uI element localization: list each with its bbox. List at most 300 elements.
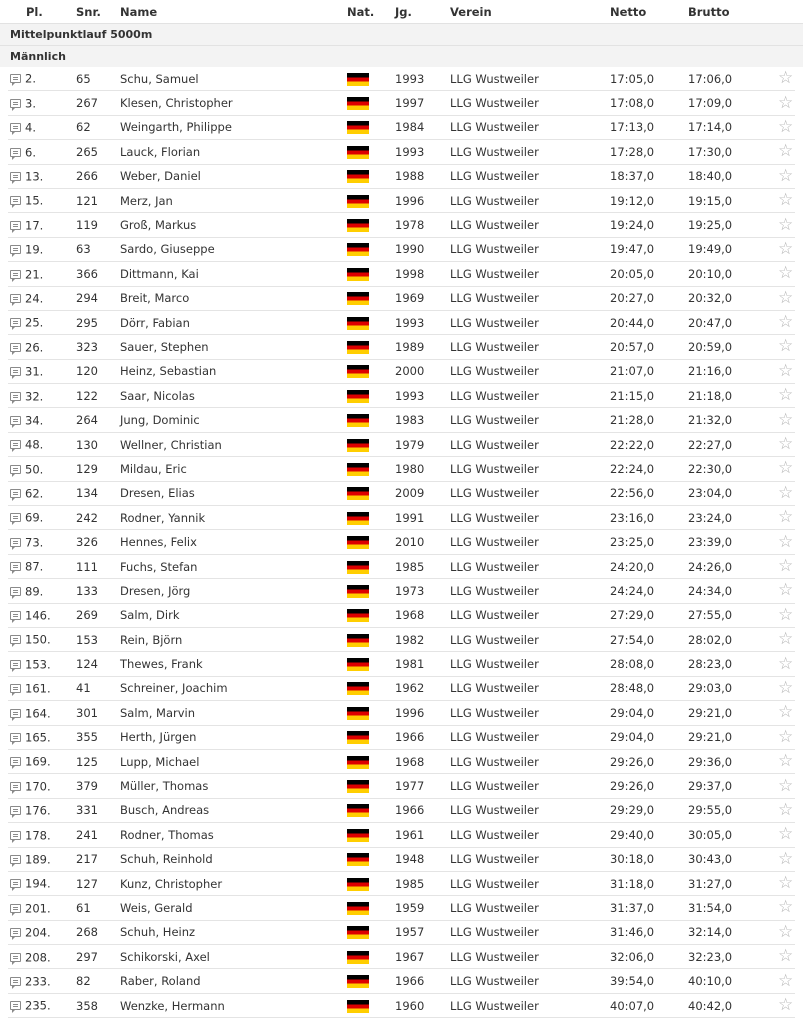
table-row[interactable] xyxy=(8,238,795,262)
athlete-name[interactable]: Lupp, Michael xyxy=(120,754,200,769)
star-icon[interactable]: ☆ xyxy=(778,385,794,406)
comment-icon[interactable] xyxy=(10,538,21,547)
place-cell xyxy=(10,364,43,379)
net-time: 31:46,0 xyxy=(610,925,655,940)
header-start-number[interactable]: Snr. xyxy=(76,4,101,19)
birth-year: 1960 xyxy=(395,998,425,1013)
nationality-cell xyxy=(347,999,369,1013)
birth-year: 1993 xyxy=(395,71,425,86)
star-icon[interactable]: ☆ xyxy=(778,92,794,113)
table-row[interactable] xyxy=(8,652,795,676)
birth-year: 1966 xyxy=(395,974,425,989)
germany-flag-icon xyxy=(347,878,369,891)
athlete-name[interactable]: Weingarth, Philippe xyxy=(120,120,232,135)
table-row[interactable] xyxy=(8,701,795,725)
start-number: 294 xyxy=(76,291,98,306)
nationality-cell xyxy=(347,291,369,305)
nationality-cell xyxy=(347,511,369,525)
place-cell xyxy=(10,998,51,1013)
table-row[interactable] xyxy=(8,140,795,164)
birth-year: 1985 xyxy=(395,876,425,891)
club-name: LLG Wustweiler xyxy=(450,71,539,86)
nationality-cell xyxy=(347,438,369,452)
start-number: 269 xyxy=(76,608,98,623)
table-row[interactable] xyxy=(8,91,795,115)
club-name: LLG Wustweiler xyxy=(450,754,539,769)
germany-flag-icon xyxy=(347,146,369,159)
germany-flag-icon xyxy=(347,829,369,842)
athlete-name[interactable]: Salm, Marvin xyxy=(120,705,196,720)
germany-flag-icon xyxy=(347,463,369,476)
athlete-name[interactable]: Schikorski, Axel xyxy=(120,949,210,964)
net-time: 20:57,0 xyxy=(610,339,655,354)
comment-icon[interactable] xyxy=(10,465,21,474)
comment-icon[interactable] xyxy=(10,684,21,693)
place-cell xyxy=(10,852,51,867)
athlete-name[interactable]: Jung, Dominic xyxy=(120,413,200,428)
comment-icon[interactable] xyxy=(10,587,21,596)
net-time: 29:40,0 xyxy=(610,827,655,842)
start-number: 120 xyxy=(76,364,98,379)
athlete-name[interactable]: Weis, Gerald xyxy=(120,900,193,915)
start-number: 41 xyxy=(76,681,91,696)
comment-icon[interactable] xyxy=(10,1001,21,1010)
athlete-name[interactable]: Herth, Jürgen xyxy=(120,730,197,745)
comment-icon[interactable] xyxy=(10,855,21,864)
birth-year: 1993 xyxy=(395,388,425,403)
athlete-name[interactable]: Heinz, Sebastian xyxy=(120,364,217,379)
table-row[interactable] xyxy=(8,774,795,798)
place-value: 26. xyxy=(25,340,44,355)
club-name: LLG Wustweiler xyxy=(450,144,539,159)
nationality-cell xyxy=(347,852,369,866)
comment-icon[interactable] xyxy=(10,99,21,108)
header-place[interactable]: Pl. xyxy=(26,4,43,19)
header-net-time[interactable]: Netto xyxy=(610,4,647,19)
star-icon[interactable]: ☆ xyxy=(778,531,794,552)
place-cell xyxy=(10,315,43,330)
athlete-name[interactable]: Dörr, Fabian xyxy=(120,315,190,330)
table-row[interactable] xyxy=(8,457,795,481)
start-number: 62 xyxy=(76,120,91,135)
comment-icon[interactable] xyxy=(10,440,21,449)
gross-time: 32:14,0 xyxy=(688,925,733,940)
comment-icon[interactable] xyxy=(10,294,21,303)
birth-year: 2000 xyxy=(395,364,425,379)
nationality-cell xyxy=(347,145,369,159)
comment-icon[interactable] xyxy=(10,74,21,83)
table-row[interactable] xyxy=(8,189,795,213)
table-row[interactable] xyxy=(8,872,795,896)
athlete-name[interactable]: Groß, Markus xyxy=(120,218,197,233)
athlete-name[interactable]: Wellner, Christian xyxy=(120,437,222,452)
athlete-name[interactable]: Schuh, Reinhold xyxy=(120,852,213,867)
gross-time: 20:32,0 xyxy=(688,291,733,306)
place-value: 170. xyxy=(25,779,51,794)
club-name: LLG Wustweiler xyxy=(450,998,539,1013)
star-icon[interactable]: ☆ xyxy=(778,507,794,528)
athlete-name[interactable]: Thewes, Frank xyxy=(120,657,203,672)
star-icon[interactable]: ☆ xyxy=(778,824,794,845)
gross-time: 29:21,0 xyxy=(688,705,733,720)
nationality-cell xyxy=(347,316,369,330)
table-row[interactable] xyxy=(8,213,795,237)
comment-icon[interactable] xyxy=(10,611,21,620)
star-icon[interactable]: ☆ xyxy=(778,238,794,259)
net-time: 17:13,0 xyxy=(610,120,655,135)
table-row[interactable] xyxy=(8,360,795,384)
gross-time: 21:18,0 xyxy=(688,388,733,403)
star-icon[interactable]: ☆ xyxy=(778,799,794,820)
athlete-name[interactable]: Wenzke, Hermann xyxy=(120,998,225,1013)
star-icon[interactable]: ☆ xyxy=(778,482,794,503)
germany-flag-icon xyxy=(347,536,369,549)
start-number: 331 xyxy=(76,803,98,818)
star-icon[interactable]: ☆ xyxy=(778,848,794,869)
place-cell xyxy=(10,584,43,599)
star-icon[interactable]: ☆ xyxy=(778,68,794,89)
group-title: Männlich xyxy=(0,45,803,67)
comment-icon[interactable] xyxy=(10,757,21,766)
table-row[interactable] xyxy=(8,311,795,335)
start-number: 265 xyxy=(76,144,98,159)
comment-icon[interactable] xyxy=(10,831,21,840)
place-value: 15. xyxy=(25,193,44,208)
comment-icon[interactable] xyxy=(10,733,21,742)
place-value: 48. xyxy=(25,437,44,452)
club-name: LLG Wustweiler xyxy=(450,949,539,964)
star-icon[interactable]: ☆ xyxy=(778,702,794,723)
comment-icon[interactable] xyxy=(10,977,21,986)
gross-time: 29:55,0 xyxy=(688,803,733,818)
table-row[interactable] xyxy=(8,726,795,750)
comment-icon[interactable] xyxy=(10,318,21,327)
gross-time: 20:59,0 xyxy=(688,339,733,354)
star-icon[interactable]: ☆ xyxy=(778,214,794,235)
germany-flag-icon xyxy=(347,756,369,769)
athlete-name[interactable]: Schu, Samuel xyxy=(120,71,199,86)
table-row[interactable] xyxy=(8,896,795,920)
table-row[interactable] xyxy=(8,408,795,432)
table-row[interactable] xyxy=(8,165,795,189)
place-cell xyxy=(10,535,43,550)
place-cell xyxy=(10,145,36,160)
athlete-name[interactable]: Busch, Andreas xyxy=(120,803,210,818)
star-icon[interactable]: ☆ xyxy=(778,775,794,796)
club-name: LLG Wustweiler xyxy=(450,169,539,184)
place-cell xyxy=(10,486,43,501)
germany-flag-icon xyxy=(347,243,369,256)
table-row[interactable] xyxy=(8,530,795,554)
star-icon[interactable]: ☆ xyxy=(778,653,794,674)
germany-flag-icon xyxy=(347,804,369,817)
comment-icon[interactable] xyxy=(10,148,21,157)
germany-flag-icon xyxy=(347,121,369,134)
club-name: LLG Wustweiler xyxy=(450,681,539,696)
athlete-name[interactable]: Klesen, Christopher xyxy=(120,96,233,111)
comment-icon[interactable] xyxy=(10,806,21,815)
athlete-name[interactable]: Raber, Roland xyxy=(120,974,201,989)
nationality-cell xyxy=(347,681,369,695)
birth-year: 1980 xyxy=(395,461,425,476)
table-row[interactable] xyxy=(8,677,795,701)
star-icon[interactable]: ☆ xyxy=(778,165,794,186)
comment-icon[interactable] xyxy=(10,343,21,352)
place-value: 3. xyxy=(25,96,36,111)
comment-icon[interactable] xyxy=(10,123,21,132)
star-icon[interactable]: ☆ xyxy=(778,629,794,650)
star-icon[interactable]: ☆ xyxy=(778,677,794,698)
table-row[interactable] xyxy=(8,262,795,286)
header-birth-year[interactable]: Jg. xyxy=(395,4,412,19)
gross-time: 40:42,0 xyxy=(688,998,733,1013)
germany-flag-icon xyxy=(347,365,369,378)
place-cell xyxy=(10,925,51,940)
athlete-name[interactable]: Merz, Jan xyxy=(120,193,173,208)
star-icon[interactable]: ☆ xyxy=(778,970,794,991)
table-row[interactable] xyxy=(8,799,795,823)
star-icon[interactable]: ☆ xyxy=(778,873,794,894)
star-icon[interactable]: ☆ xyxy=(778,360,794,381)
gross-time: 40:10,0 xyxy=(688,974,733,989)
star-icon[interactable]: ☆ xyxy=(778,458,794,479)
athlete-name[interactable]: Schreiner, Joachim xyxy=(120,681,228,696)
germany-flag-icon xyxy=(347,731,369,744)
comment-icon[interactable] xyxy=(10,367,21,376)
star-icon[interactable]: ☆ xyxy=(778,921,794,942)
germany-flag-icon xyxy=(347,634,369,647)
birth-year: 1993 xyxy=(395,315,425,330)
net-time: 39:54,0 xyxy=(610,974,655,989)
athlete-name[interactable]: Saar, Nicolas xyxy=(120,388,195,403)
athlete-name[interactable]: Schuh, Heinz xyxy=(120,925,196,940)
table-row[interactable] xyxy=(8,848,795,872)
star-icon[interactable]: ☆ xyxy=(778,946,794,967)
start-number: 326 xyxy=(76,535,98,550)
comment-icon[interactable] xyxy=(10,709,21,718)
place-cell xyxy=(10,267,43,282)
club-name: LLG Wustweiler xyxy=(450,437,539,452)
club-name: LLG Wustweiler xyxy=(450,510,539,525)
star-icon[interactable]: ☆ xyxy=(778,190,794,211)
start-number: 127 xyxy=(76,876,98,891)
germany-flag-icon xyxy=(347,682,369,695)
nationality-cell xyxy=(347,755,369,769)
table-row[interactable] xyxy=(8,384,795,408)
table-row[interactable] xyxy=(8,945,795,969)
start-number: 355 xyxy=(76,730,98,745)
net-time: 20:05,0 xyxy=(610,266,655,281)
germany-flag-icon xyxy=(347,951,369,964)
birth-year: 1948 xyxy=(395,852,425,867)
athlete-name[interactable]: Salm, Dirk xyxy=(120,608,180,623)
header-name[interactable]: Name xyxy=(120,4,158,19)
comment-icon[interactable] xyxy=(10,196,21,205)
comment-icon[interactable] xyxy=(10,245,21,254)
net-time: 27:54,0 xyxy=(610,632,655,647)
club-name: LLG Wustweiler xyxy=(450,827,539,842)
header-gross-time[interactable]: Brutto xyxy=(688,4,730,19)
place-cell xyxy=(10,462,43,477)
star-icon[interactable]: ☆ xyxy=(778,434,794,455)
start-number: 122 xyxy=(76,388,98,403)
place-cell xyxy=(10,632,51,647)
start-number: 241 xyxy=(76,827,98,842)
table-row[interactable] xyxy=(8,116,795,140)
net-time: 17:08,0 xyxy=(610,96,655,111)
header-club[interactable]: Verein xyxy=(450,4,492,19)
table-row[interactable] xyxy=(8,823,795,847)
table-row[interactable] xyxy=(8,921,795,945)
place-cell xyxy=(10,218,43,233)
germany-flag-icon xyxy=(347,170,369,183)
start-number: 266 xyxy=(76,169,98,184)
club-name: LLG Wustweiler xyxy=(450,242,539,257)
birth-year: 2009 xyxy=(395,486,425,501)
place-cell xyxy=(10,974,51,989)
star-icon[interactable]: ☆ xyxy=(778,336,794,357)
germany-flag-icon xyxy=(347,292,369,305)
birth-year: 1979 xyxy=(395,437,425,452)
germany-flag-icon xyxy=(347,219,369,232)
gross-time: 28:23,0 xyxy=(688,657,733,672)
net-time: 20:44,0 xyxy=(610,315,655,330)
table-row[interactable] xyxy=(8,67,795,91)
comment-icon[interactable] xyxy=(10,221,21,230)
star-icon[interactable]: ☆ xyxy=(778,580,794,601)
star-icon[interactable]: ☆ xyxy=(778,726,794,747)
athlete-name[interactable]: Sardo, Giuseppe xyxy=(120,242,215,257)
athlete-name[interactable]: Rodner, Yannik xyxy=(120,510,206,525)
place-cell xyxy=(10,340,43,355)
germany-flag-icon xyxy=(347,658,369,671)
club-name: LLG Wustweiler xyxy=(450,218,539,233)
place-value: 87. xyxy=(25,559,44,574)
nationality-cell xyxy=(347,803,369,817)
gross-time: 19:49,0 xyxy=(688,242,733,257)
athlete-name[interactable]: Müller, Thomas xyxy=(120,779,209,794)
star-icon[interactable]: ☆ xyxy=(778,751,794,772)
table-row[interactable] xyxy=(8,628,795,652)
net-time: 17:28,0 xyxy=(610,144,655,159)
birth-year: 1991 xyxy=(395,510,425,525)
comment-icon[interactable] xyxy=(10,904,21,913)
club-name: LLG Wustweiler xyxy=(450,779,539,794)
athlete-name[interactable]: Kunz, Christopher xyxy=(120,876,223,891)
germany-flag-icon xyxy=(347,609,369,622)
athlete-name[interactable]: Dresen, Jörg xyxy=(120,583,191,598)
star-icon[interactable]: ☆ xyxy=(778,312,794,333)
star-icon[interactable]: ☆ xyxy=(778,116,794,137)
birth-year: 1968 xyxy=(395,608,425,623)
table-row[interactable] xyxy=(8,555,795,579)
table-row[interactable] xyxy=(8,994,795,1018)
comment-icon[interactable] xyxy=(10,270,21,279)
comment-icon[interactable] xyxy=(10,660,21,669)
comment-icon[interactable] xyxy=(10,928,21,937)
birth-year: 1998 xyxy=(395,266,425,281)
table-row[interactable] xyxy=(8,579,795,603)
table-row[interactable] xyxy=(8,482,795,506)
net-time: 29:26,0 xyxy=(610,754,655,769)
athlete-name[interactable]: Mildau, Eric xyxy=(120,461,187,476)
start-number: 264 xyxy=(76,413,98,428)
place-value: 62. xyxy=(25,486,44,501)
net-time: 21:28,0 xyxy=(610,413,655,428)
place-value: 69. xyxy=(25,510,44,525)
club-name: LLG Wustweiler xyxy=(450,900,539,915)
club-name: LLG Wustweiler xyxy=(450,486,539,501)
gross-time: 29:03,0 xyxy=(688,681,733,696)
place-value: 19. xyxy=(25,242,44,257)
athlete-name[interactable]: Lauck, Florian xyxy=(120,144,201,159)
star-icon[interactable]: ☆ xyxy=(778,556,794,576)
table-row[interactable] xyxy=(8,433,795,457)
star-icon[interactable]: ☆ xyxy=(778,141,794,162)
comment-icon[interactable] xyxy=(10,513,21,522)
athlete-name[interactable]: Rein, Björn xyxy=(120,632,183,647)
birth-year: 1993 xyxy=(395,144,425,159)
place-cell xyxy=(10,96,36,111)
comment-icon[interactable] xyxy=(10,489,21,498)
header-nationality[interactable]: Nat. xyxy=(347,4,375,19)
comment-icon[interactable] xyxy=(10,879,21,888)
athlete-name[interactable]: Fuchs, Stefan xyxy=(120,559,198,574)
gross-time: 21:32,0 xyxy=(688,413,733,428)
athlete-name[interactable]: Rodner, Thomas xyxy=(120,827,214,842)
comment-icon[interactable] xyxy=(10,416,21,425)
birth-year: 1969 xyxy=(395,291,425,306)
nationality-cell xyxy=(347,877,369,891)
comment-icon[interactable] xyxy=(10,392,21,401)
germany-flag-icon xyxy=(347,512,369,525)
comment-icon[interactable] xyxy=(10,635,21,644)
star-icon[interactable]: ☆ xyxy=(778,409,794,430)
star-icon[interactable]: ☆ xyxy=(778,995,794,1016)
star-icon[interactable]: ☆ xyxy=(778,287,794,308)
table-row[interactable] xyxy=(8,506,795,530)
athlete-name[interactable]: Weber, Daniel xyxy=(120,169,201,184)
comment-icon[interactable] xyxy=(10,172,21,181)
athlete-name[interactable]: Dittmann, Kai xyxy=(120,266,199,281)
start-number: 129 xyxy=(76,461,98,476)
table-row[interactable] xyxy=(8,969,795,993)
comment-icon[interactable] xyxy=(10,782,21,791)
place-value: 176. xyxy=(25,803,51,818)
table-row[interactable] xyxy=(8,750,795,774)
net-time: 24:24,0 xyxy=(610,583,655,598)
star-icon[interactable]: ☆ xyxy=(778,897,794,918)
place-cell xyxy=(10,706,51,721)
germany-flag-icon xyxy=(347,585,369,598)
germany-flag-icon xyxy=(347,780,369,793)
gross-time: 19:25,0 xyxy=(688,218,733,233)
place-cell xyxy=(10,193,43,208)
comment-icon[interactable] xyxy=(10,953,21,962)
place-value: 13. xyxy=(25,169,44,184)
athlete-name[interactable]: Hennes, Felix xyxy=(120,535,197,550)
net-time: 22:22,0 xyxy=(610,437,655,452)
comment-icon[interactable] xyxy=(10,562,21,571)
table-row[interactable] xyxy=(8,335,795,359)
athlete-name[interactable]: Sauer, Stephen xyxy=(120,339,209,354)
athlete-name[interactable]: Breit, Marco xyxy=(120,291,190,306)
table-row[interactable] xyxy=(8,287,795,311)
table-row[interactable] xyxy=(8,604,795,628)
star-icon[interactable]: ☆ xyxy=(778,263,794,284)
athlete-name[interactable]: Dresen, Elias xyxy=(120,486,195,501)
star-icon[interactable]: ☆ xyxy=(778,604,794,625)
